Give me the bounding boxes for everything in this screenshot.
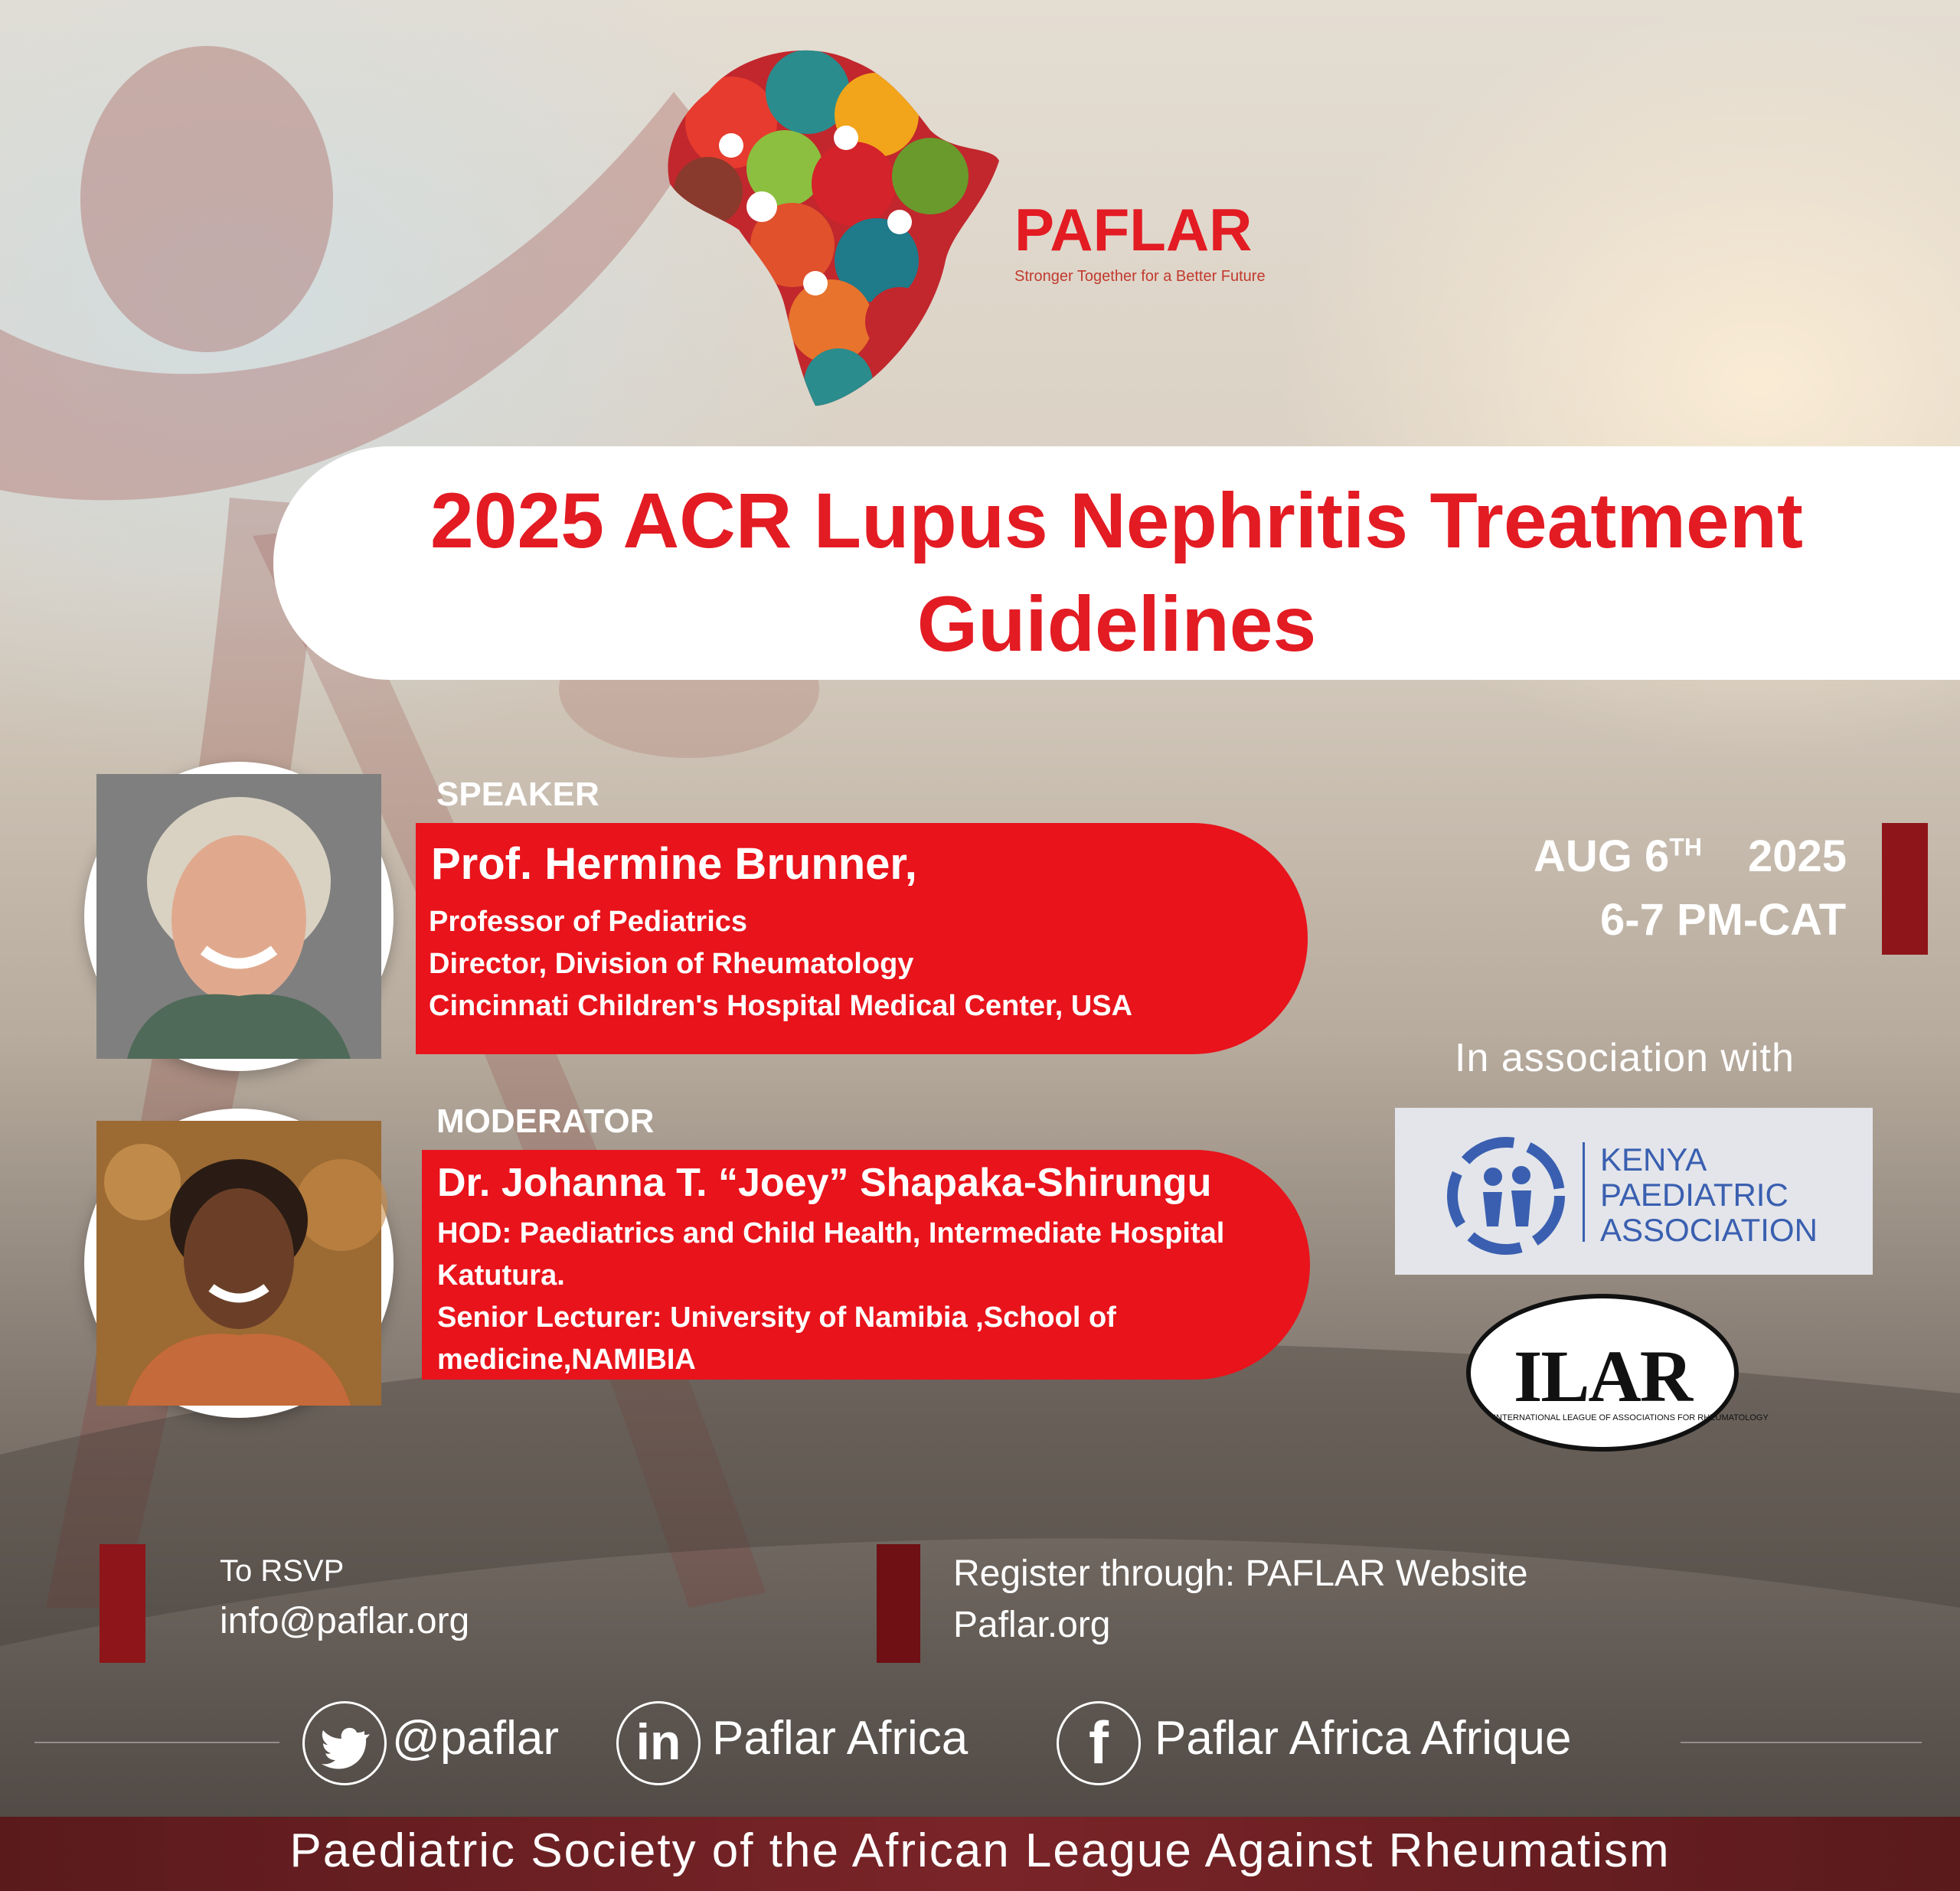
facebook-icon[interactable] bbox=[1057, 1701, 1141, 1785]
register-label: Register through: PAFLAR Website bbox=[953, 1553, 1528, 1594]
moderator-line-4: medicine,NAMIBIA bbox=[437, 1344, 696, 1376]
brand-name: PAFLAR bbox=[1014, 196, 1253, 263]
rsvp-label: To RSVP bbox=[220, 1554, 345, 1588]
register-site[interactable]: Paflar.org bbox=[953, 1605, 1111, 1645]
event-time: 6-7 PM-CAT bbox=[1600, 895, 1847, 945]
event-date bbox=[1534, 831, 1702, 882]
moderator-photo bbox=[96, 1121, 381, 1406]
event-date-suffix: TH bbox=[1669, 833, 1702, 861]
event-title-line1: 2025 ACR Lupus Nephritis Treatment bbox=[430, 477, 1803, 564]
moderator-line-3: Senior Lecturer: University of Namibia ,School of bbox=[437, 1301, 1116, 1334]
kpa-logo-box bbox=[1395, 1108, 1873, 1275]
ilar-ring-text: INTERNATIONAL LEAGUE OF ASSOCIATIONS FOR RHEUMATOLOGY bbox=[1494, 1413, 1769, 1422]
moderator-name: Dr. Johanna T. “Joey” Shapaka-Shirungu bbox=[437, 1161, 1212, 1205]
paflar-africa-logo bbox=[655, 31, 1007, 413]
event-year: 2025 bbox=[1748, 831, 1847, 881]
speaker-line-1: Professor of Pediatrics bbox=[429, 906, 748, 938]
footer-text: Paediatric Society of the African League Against Rheumatism bbox=[289, 1824, 1671, 1877]
speaker-line-2: Director, Division of Rheumatology bbox=[429, 948, 914, 980]
brand-tagline: Stronger Together for a Better Future bbox=[1014, 268, 1266, 285]
speaker-label: SPEAKER bbox=[436, 776, 599, 813]
speaker-line-3: Cincinnati Children's Hospital Medical Center, USA bbox=[429, 990, 1133, 1022]
event-date-main: AUG 6 bbox=[1534, 831, 1670, 881]
twitter-icon[interactable] bbox=[302, 1701, 387, 1785]
kpa-divider bbox=[1583, 1142, 1585, 1242]
rsvp-accent-bar bbox=[100, 1544, 145, 1663]
speaker-name: Prof. Hermine Brunner, bbox=[431, 839, 917, 889]
twitter-handle[interactable]: @paflar bbox=[392, 1712, 560, 1765]
event-title-line2: Guidelines bbox=[916, 580, 1317, 668]
speaker-photo bbox=[96, 774, 381, 1059]
ilar-text: ILAR bbox=[1513, 1335, 1692, 1417]
facebook-glyph: f bbox=[1089, 1709, 1109, 1776]
kpa-line-2: PAEDIATRIC bbox=[1600, 1177, 1788, 1213]
linkedin-glyph: in bbox=[635, 1713, 681, 1770]
social-divider-right bbox=[1681, 1742, 1922, 1743]
ilar-logo bbox=[1466, 1294, 1769, 1452]
social-divider-left bbox=[34, 1742, 279, 1743]
linkedin-handle[interactable]: Paflar Africa bbox=[712, 1712, 969, 1765]
speaker-photo-frame bbox=[84, 762, 394, 1071]
kpa-emblem-icon bbox=[1449, 1138, 1563, 1253]
moderator-line-1: HOD: Paediatrics and Child Health, Intermediate Hospital bbox=[437, 1217, 1225, 1249]
kpa-line-1: KENYA bbox=[1600, 1141, 1707, 1177]
moderator-line-2: Katutura. bbox=[437, 1259, 565, 1292]
moderator-label: MODERATOR bbox=[436, 1102, 655, 1140]
date-accent-bar bbox=[1882, 823, 1928, 955]
facebook-handle[interactable]: Paflar Africa Afrique bbox=[1155, 1712, 1572, 1765]
register-accent-bar bbox=[877, 1544, 920, 1663]
kpa-line-3: ASSOCIATION bbox=[1600, 1212, 1818, 1248]
linkedin-icon[interactable] bbox=[616, 1701, 701, 1785]
moderator-photo-frame bbox=[84, 1109, 394, 1418]
association-label: In association with bbox=[1455, 1036, 1795, 1080]
rsvp-email[interactable]: info@paflar.org bbox=[220, 1601, 470, 1641]
kpa-name bbox=[1600, 1142, 1818, 1248]
